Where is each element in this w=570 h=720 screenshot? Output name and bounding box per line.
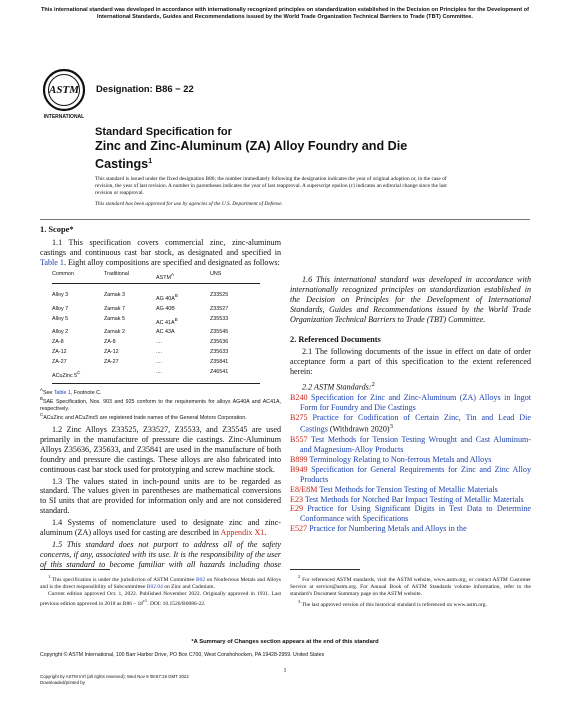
title-line2	[95, 139, 435, 172]
note-mark: A	[40, 386, 43, 392]
table-note	[40, 387, 281, 397]
table-row	[52, 338, 260, 348]
footnote-3: $^3$ The last approved version of this historical standard is referenced on www.astm.org.	[298, 598, 487, 608]
col-header: UNS	[210, 270, 222, 277]
appendix-x1-link[interactable]: Appendix X1	[220, 528, 265, 538]
copyright-line: Copyright © ASTM International, 100 Barr Harbor Drive, PO Box C700, West Conshohocken, PA 19428-2959. United States	[40, 652, 325, 658]
fn1-edition-sup: ε1	[142, 597, 148, 603]
fn1-text: This specification is under the jurisdiction of ASTM Committee	[51, 576, 197, 583]
cell-text: Z35636	[210, 339, 229, 346]
reference-code-link[interactable]: E8/E8M	[290, 484, 318, 494]
table-row	[52, 291, 260, 305]
table-rule-bottom	[52, 383, 260, 384]
cell-sup: B	[174, 292, 178, 298]
cell-text: ....	[156, 358, 162, 365]
cell-text: Z35533	[210, 315, 229, 322]
reference-item	[290, 495, 531, 505]
cell-text: Alloy 2	[52, 329, 69, 336]
alloy-table-wrap	[52, 270, 281, 384]
note-text-end: , Footnote C.	[70, 389, 102, 396]
table-row	[52, 348, 260, 358]
cell-text: AG 40A	[156, 295, 175, 302]
cell-text: ZA-12	[52, 349, 67, 356]
table-cell	[52, 315, 104, 329]
astm-logo	[42, 68, 86, 120]
cell-text: ....	[156, 349, 162, 356]
cell-text: Z46541	[210, 368, 229, 375]
right-column	[290, 225, 531, 534]
reference-title-link[interactable]: Practice for Using Significant Digits in Test Data to Determine Conformance with Specifications	[300, 504, 531, 524]
note-text: See	[42, 389, 54, 396]
download-stamp-line2: Downloaded/printed by	[40, 679, 85, 685]
reference-item	[290, 413, 531, 436]
reference-note: (Withdrawn 2020)	[327, 425, 390, 435]
reference-item	[290, 455, 531, 465]
note-text: ACuZinc and ACuZinc5 are registered trade names of the General Motors Corporation.	[43, 415, 247, 422]
table-cell	[104, 358, 156, 368]
fn1-text-2: on Nonferrous Metals and Alloys and is the direct responsibility of Subcommittee	[40, 576, 281, 590]
table-cell	[104, 338, 156, 348]
table-cell	[210, 338, 260, 348]
table-cell	[52, 328, 104, 338]
reference-code-link[interactable]: B275	[290, 412, 308, 422]
footnote-1	[40, 574, 281, 607]
fn1-text-3: on Zinc and Cadmium.	[162, 583, 215, 590]
table-cell	[156, 315, 210, 329]
divider	[40, 219, 530, 220]
cell-text: Zamak 7	[104, 305, 125, 312]
fn1-doi: . DOI: 10.1520/B0086-22.	[147, 600, 206, 607]
summary-of-changes-note: *A Summary of Changes section appears at the end of this standard	[191, 639, 379, 645]
table-cell	[156, 348, 210, 358]
col-header: Traditional	[104, 270, 129, 277]
cell-text: ZA-12	[104, 349, 119, 356]
table-note	[40, 396, 281, 412]
title-line1: Standard Specification for	[95, 126, 232, 138]
table-cell	[156, 291, 210, 305]
cell-text: Z35633	[210, 349, 229, 356]
reference-list	[290, 393, 531, 534]
reference-sup: 3	[389, 423, 393, 431]
cell-text: ZA-8	[52, 339, 64, 346]
cell-text: AC 41A	[156, 319, 175, 326]
table-row	[52, 315, 260, 329]
table-cell	[104, 348, 156, 358]
cell-text: AC 43A	[156, 329, 175, 336]
table-cell	[156, 358, 210, 368]
table-cell	[210, 315, 260, 329]
table-cell	[104, 328, 156, 338]
scope-p4-end: .	[264, 528, 267, 538]
table-cell	[156, 305, 210, 315]
reference-code-link[interactable]: B240	[290, 392, 308, 402]
table-cell	[210, 305, 260, 315]
cell-text: ACuZinc 5	[52, 372, 78, 379]
reference-title-link[interactable]: Practice for Codification of Certain Zinc, Tin and Lead Die Castings	[300, 412, 531, 435]
cell-text: Zamak 3	[104, 291, 125, 298]
reference-title-link[interactable]: Test Methods for Tension Testing of Metallic Materials	[317, 484, 498, 494]
scope-para-1-4	[40, 518, 281, 538]
title-text: Zinc and Zinc-Aluminum (ZA) Alloy Foundry and Die Castings	[95, 139, 408, 172]
scope-para-1-5-cont	[290, 225, 531, 275]
cell-sup: B	[174, 316, 178, 322]
designation: Designation: B86 − 22	[96, 83, 194, 94]
footnote-1-edition	[40, 591, 281, 608]
table-row	[52, 328, 260, 338]
note-mark: B	[40, 396, 43, 402]
cell-text: Z35841	[210, 358, 229, 365]
col-header-sup: A	[170, 271, 174, 277]
col-header	[156, 270, 210, 284]
left-column	[40, 225, 281, 569]
reference-title-link[interactable]: Practice for Numbering Metals and Alloys in the	[307, 524, 467, 534]
page-number: 1	[283, 668, 287, 674]
table-cell	[210, 291, 260, 305]
reference-title-link[interactable]: Specification for Zinc and Zinc-Aluminum (ZA) Alloys in Ingot Form for Foundry and Die Castings	[300, 392, 531, 412]
alloy-table	[52, 270, 260, 382]
astm-standards-text: 2.2 ASTM Standards:	[302, 382, 372, 392]
cell-text: Zamak 2	[104, 329, 125, 336]
table-cell	[104, 315, 156, 329]
logo-text: ASTM	[49, 84, 79, 96]
cell-text: ZA-8	[104, 339, 116, 346]
table-cell	[104, 368, 156, 382]
fn3-text: The last approved version of this historical standard is referenced on www.astm.org.	[301, 601, 487, 608]
reference-item	[290, 504, 531, 524]
reference-title-link[interactable]: Test Methods for Notched Bar Impact Testing of Metallic Materials	[303, 494, 524, 504]
logo-subtext: INTERNATIONAL	[43, 114, 85, 120]
download-stamp	[40, 674, 530, 685]
reference-item	[290, 485, 531, 495]
table-cell	[52, 291, 104, 305]
table-cell	[104, 305, 156, 315]
cell-text: Alloy 7	[52, 305, 69, 312]
table-cell	[52, 358, 104, 368]
table-row	[52, 358, 260, 368]
table-cell	[156, 328, 210, 338]
table-rule	[52, 283, 260, 284]
cell-text: ZA-27	[52, 358, 67, 365]
astm-standards-sup: 2	[371, 381, 375, 389]
reference-item	[290, 435, 531, 455]
table1-link[interactable]: Table 1	[40, 257, 64, 267]
footnote-rule	[290, 569, 360, 570]
cell-text: Alloy 3	[52, 291, 69, 298]
scope-p1-text: 1.1 This specification covers commercial zinc, zinc-aluminum castings and continuous cast bar stock, as designated and specified in	[40, 237, 281, 257]
table-cell	[156, 338, 210, 348]
cell-text: Z33525	[210, 291, 229, 298]
cell-text: Z33527	[210, 305, 229, 312]
scope-para-1-6: 1.6 This international standard was developed in accordance with internationally recognized principles on standardization established in the Decision on Principles for the Development of International Standards, Guides and Recommendations issued by the World Trade Organization Technical Barriers to Trade (TBT) Committee.	[290, 275, 531, 324]
table-cell	[52, 338, 104, 348]
footnote-2: $^2$ For referenced ASTM standards, visit the ASTM website, www.astm.org, or contact ASTM Customer Service at service@astm.org. For Annual Book of ASTM Standards volume information, refer to the standard’s Document Summary page on the ASTM website.	[290, 574, 531, 597]
reference-item	[290, 465, 531, 485]
table-cell	[52, 348, 104, 358]
cell-text: Alloy 5	[52, 315, 69, 322]
scope-p1-text-end: . Eight alloy compositions are specified and designated as follows:	[63, 257, 280, 267]
table-row	[52, 368, 260, 382]
table-notes	[40, 387, 281, 422]
fn2-text: For referenced ASTM standards, visit the ASTM website, www.astm.org, or contact ASTM Customer Service at service@astm.org. For Annual Book of ASTM Standards volume information, refer to the standard’s Document Summary page on the ASTM website.	[290, 576, 531, 597]
download-stamp-line1: Copyright by ASTM Int'l (all rights reserved); Wed Nov 9 08:57:19 GMT 2022	[40, 674, 189, 679]
cell-sup: C	[77, 369, 81, 375]
reference-code-link[interactable]: B899	[290, 454, 308, 464]
scope-para-1-1	[40, 238, 281, 268]
reference-title-link[interactable]: Specification for General Requirements for Zinc and Zinc Alloy Products	[300, 464, 531, 484]
approved-note: This standard has been approved for use by agencies of the U.S. Department of Defense.	[95, 201, 283, 207]
table-cell	[210, 348, 260, 358]
table-cell	[210, 358, 260, 368]
cell-text: ZA-27	[104, 358, 119, 365]
standard-note: This standard is issued under the fixed designation B86; the number immediately following the designation indicates the year of original adoption or, in the case of revision, the year of last revision. A number in parentheses indicates the year of last reapproval. A superscript epsilon (ε) indicates an editorial change since the last revision or reapproval.	[95, 176, 447, 197]
col-header: Common	[52, 270, 74, 277]
references-intro: 2.1 The following documents of the issue in effect on date of order acceptance form a part of this specification to the extent referenced herein:	[290, 347, 531, 377]
footnote-2-3	[290, 574, 531, 608]
table-cell	[210, 368, 260, 382]
table-cell	[210, 328, 260, 338]
reference-title-link[interactable]: Test Methods for Tension Testing Wrought and Cast Aluminum- and Magnesium-Alloy Products	[300, 435, 531, 454]
col-header-text: ASTM	[156, 274, 171, 281]
scope-para-1-5-start: 1.5 This standard does not purport to address all of the safety concerns, if any, associated with its use. It is the responsibility of the user of this standard to become familiar with all hazards including those	[40, 540, 281, 569]
scope-para-1-3: 1.3 The values stated in inch-pound units are to be regarded as standard. The values given in parentheses are mathematical conversions to SI units that are provided for information only and are not considered standard.	[40, 476, 281, 516]
subcommittee-b0204-link[interactable]: B02.04	[146, 583, 163, 590]
reference-code-link[interactable]: E29	[290, 504, 304, 514]
scope-p4-text: 1.4 Systems of nomenclature used to designate zinc and zinc-aluminum (ZA) alloys used for casting are described in	[40, 518, 281, 538]
reference-code-link[interactable]: B949	[290, 464, 308, 474]
reference-code-link[interactable]: E527	[290, 524, 308, 534]
reference-item	[290, 524, 531, 534]
table-header-row	[52, 270, 260, 284]
references-heading: 2. Referenced Documents	[290, 334, 381, 344]
cell-text: Z35545	[210, 329, 229, 336]
tbt-notice: This international standard was developed in accordance with internationally recognized principles on standardization established in the Decision on Principles for the Development of International Standards, Guides and Recommendations issued by the World Trade Organization Technical Barriers to Trade (TBT) Committee.	[41, 7, 529, 20]
cell-text: ....	[156, 368, 162, 375]
note-text: SAE Specification, Nos. 903 and 925 conform to the requirements for alloys AG40A and AC41A, respectively.	[40, 398, 281, 412]
astm-standards-label	[290, 380, 531, 393]
table-row	[52, 305, 260, 315]
cell-text: Zamak 5	[104, 315, 125, 322]
reference-title-link[interactable]: Terminology Relating to Non-ferrous Metals and Alloys	[307, 454, 492, 464]
table-cell	[104, 291, 156, 305]
reference-item	[290, 393, 531, 413]
footnote-rule	[40, 569, 110, 570]
table1-link[interactable]: Table 1	[53, 389, 71, 396]
table-cell	[52, 305, 104, 315]
committee-b02-link[interactable]: B02	[196, 576, 206, 583]
note-mark: C	[40, 412, 44, 418]
reference-code-link[interactable]: E23	[290, 494, 304, 504]
scope-heading: 1. Scope*	[40, 225, 74, 234]
scope-para-1-2: 1.2 Zinc Alloys Z33525, Z33527, Z35533, and Z35545 are used primarily in the manufacture of pressure die castings. Zinc-Aluminum Alloys Z35636, Z35633, and Z35841 are used in the manufacture of both foundry and pressure die castings. These alloys are also fabricated into continuous cast bar stock used for prototyping and screw machine stock.	[40, 425, 281, 474]
cell-text: AG 40B	[156, 305, 175, 312]
title-footnote-mark: 1	[148, 158, 153, 165]
cell-text: ....	[156, 339, 162, 346]
table-cell	[156, 368, 210, 382]
fn1-edition-text: Current edition approved Oct. 1, 2022. Published November 2022. Originally approved in 1931. Last previous edition approved in 2018 as B86 – 18	[40, 590, 281, 607]
table-note	[40, 412, 281, 422]
reference-code-link[interactable]: B557	[290, 435, 308, 445]
footnote-1-para: $^1$ This specification is under the jurisdiction of ASTM Committee B02 on Nonferrous Metals and Alloys and is the direct responsibility of Subcommittee B02.04 on Zinc and Cadmium.	[40, 574, 281, 590]
table-cell	[52, 368, 104, 382]
